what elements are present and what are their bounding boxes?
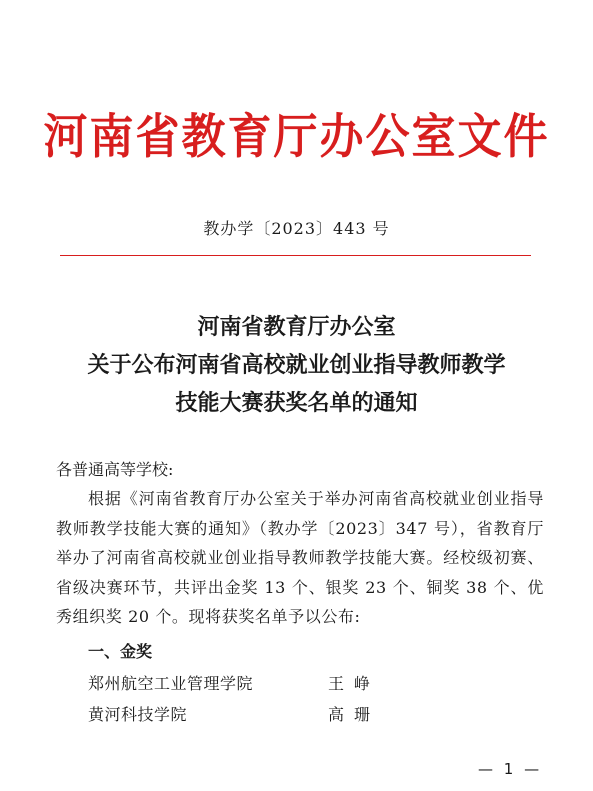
title-line-2: 关于公布河南省高校就业创业指导教师教学 xyxy=(87,352,506,378)
award-winner-name: 王峥 xyxy=(328,674,381,693)
body-paragraph: 根据《河南省教育厅办公室关于举办河南省高校就业创业指导教师教学技能大赛的通知》（教办学〔2023〕347 号），省教育厅举办了河南省高校就业创业指导教师教学技能大赛。经校级初赛、省级决赛环节，共评出金奖 13 个、银奖 23 个、铜奖 38 个、优秀组织奖 20 个。现将获奖名单予以公布: xyxy=(56,489,544,627)
title-line-1: 河南省教育厅办公室 xyxy=(197,314,396,340)
document-number: 教办学〔2023〕443 号 xyxy=(203,219,390,238)
salutation: 各普通高等学校: xyxy=(56,460,174,479)
award-winner-name: 高珊 xyxy=(328,705,381,724)
notice-title xyxy=(0,308,593,422)
award-list xyxy=(88,668,508,730)
section-heading-gold: 一、金奖 xyxy=(88,642,153,661)
award-row xyxy=(88,699,508,730)
award-school: 黄河科技学院 xyxy=(88,705,188,724)
title-line-3: 技能大赛获奖名单的通知 xyxy=(175,390,418,416)
award-row xyxy=(88,668,508,699)
issuer-title: 河南省教育厅办公室文件 xyxy=(43,109,550,165)
award-school: 郑州航空工业管理学院 xyxy=(88,674,254,693)
page-number: — 1 — xyxy=(478,760,543,778)
red-divider-line xyxy=(60,255,531,256)
